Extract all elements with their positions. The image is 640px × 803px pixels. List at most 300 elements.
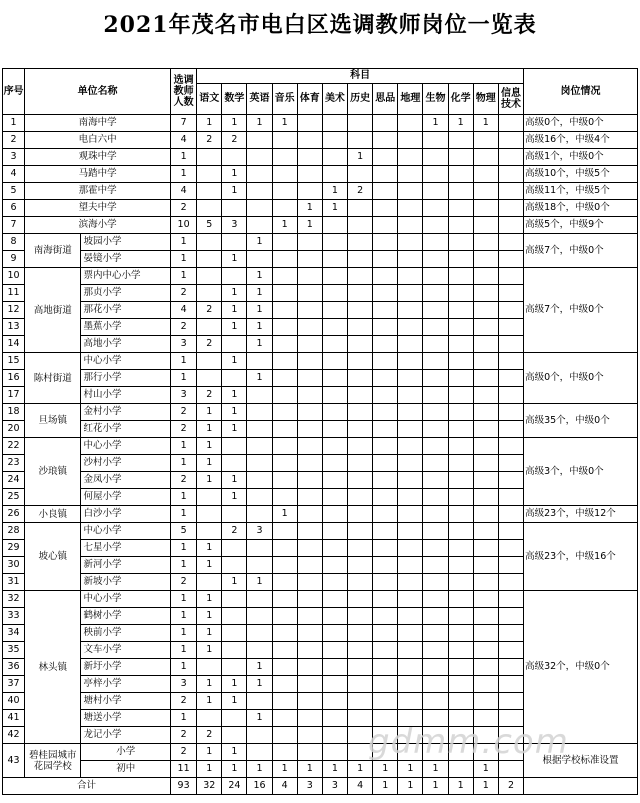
row-subject-value (348, 523, 373, 540)
row-subject-value (348, 455, 373, 472)
row-subject-value (448, 506, 473, 523)
row-subject-value (498, 574, 523, 591)
row-subject-value (297, 438, 322, 455)
row-subject-value (197, 489, 222, 506)
row-subject-value (272, 166, 297, 183)
table-row (3, 234, 638, 251)
row-subject-value (423, 693, 448, 710)
row-subject-value (448, 438, 473, 455)
row-subject-value (423, 268, 448, 285)
row-count: 1 (171, 234, 197, 251)
row-subject-value: 1 (398, 761, 423, 778)
table-body (3, 115, 638, 795)
row-subject-value (272, 523, 297, 540)
row-count: 7 (171, 115, 197, 132)
row-subject-value: 1 (247, 676, 272, 693)
row-count: 3 (171, 336, 197, 353)
row-subject-value (398, 183, 423, 200)
row-subject-value: 1 (222, 761, 247, 778)
row-subject-value (373, 727, 398, 744)
row-subject-value: 1 (197, 761, 222, 778)
row-subject-value: 1 (197, 455, 222, 472)
row-subject-value (448, 217, 473, 234)
row-seq: 4 (3, 166, 25, 183)
row-subject-value (272, 608, 297, 625)
row-subject-value (322, 540, 347, 557)
row-subject-value (297, 149, 322, 166)
header-subject: 物理 (473, 84, 498, 115)
row-subject-value (423, 183, 448, 200)
row-subject-value (373, 489, 398, 506)
row-subject-value: 1 (222, 693, 247, 710)
row-subject-value (423, 319, 448, 336)
row-subject-value (348, 489, 373, 506)
row-subject-value (448, 744, 473, 761)
row-subject-value: 2 (197, 132, 222, 149)
row-seq: 16 (3, 370, 25, 387)
row-subject-value (297, 744, 322, 761)
row-status: 高级23个，中级12个 (524, 506, 638, 523)
table-row (3, 183, 638, 200)
row-subject-value: 1 (197, 608, 222, 625)
row-subject-value: 2 (197, 727, 222, 744)
row-subject-value (222, 336, 247, 353)
header-subject: 英语 (247, 84, 272, 115)
row-subject-value (498, 438, 523, 455)
row-subject-value (272, 370, 297, 387)
row-subject-value (348, 217, 373, 234)
row-subject-value: 1 (247, 285, 272, 302)
row-subject-value (373, 472, 398, 489)
row-subject-value: 3 (222, 217, 247, 234)
row-group: 小良镇 (25, 506, 81, 523)
row-seq: 15 (3, 353, 25, 370)
row-subject-value: 1 (322, 183, 347, 200)
row-subject-value (322, 693, 347, 710)
row-subject-value (473, 455, 498, 472)
row-subject-value (222, 591, 247, 608)
row-subject-value (498, 727, 523, 744)
row-subject-value (473, 268, 498, 285)
row-subject-value (322, 438, 347, 455)
row-subject-value (297, 132, 322, 149)
row-subject-value (297, 472, 322, 489)
row-subject-value (473, 591, 498, 608)
row-subject-value (297, 302, 322, 319)
row-subject-value (348, 710, 373, 727)
row-subject-value (297, 625, 322, 642)
row-subject-value (247, 693, 272, 710)
row-seq: 36 (3, 659, 25, 676)
row-subject-value (297, 285, 322, 302)
row-subject-value (498, 506, 523, 523)
row-subject-value (222, 455, 247, 472)
row-subject-value (272, 387, 297, 404)
row-subject-value: 1 (197, 438, 222, 455)
row-subject-value (448, 421, 473, 438)
total-subject-value: 16 (247, 778, 272, 795)
row-subject-value (272, 676, 297, 693)
row-subject-value: 1 (222, 744, 247, 761)
row-seq: 20 (3, 421, 25, 438)
row-subject-value: 1 (322, 761, 347, 778)
row-subject-value (348, 404, 373, 421)
row-school: 龙记小学 (81, 727, 171, 744)
row-subject-value (272, 574, 297, 591)
row-seq: 32 (3, 591, 25, 608)
row-subject-value (197, 574, 222, 591)
row-subject-value (448, 625, 473, 642)
row-school: 墨蕉小学 (81, 319, 171, 336)
row-subject-value (272, 132, 297, 149)
row-subject-value (373, 285, 398, 302)
row-subject-value (348, 744, 373, 761)
row-subject-value (272, 404, 297, 421)
row-subject-value (247, 727, 272, 744)
row-subject-value (473, 744, 498, 761)
row-subject-value (448, 489, 473, 506)
row-school: 望夫中学 (25, 200, 171, 217)
row-subject-value (373, 693, 398, 710)
row-subject-value (247, 132, 272, 149)
row-subject-value (322, 336, 347, 353)
row-subject-value (398, 285, 423, 302)
row-status: 根据学校标准设置 (524, 744, 638, 778)
row-subject-value: 1 (247, 761, 272, 778)
row-group: 陈村街道 (25, 353, 81, 404)
row-seq: 42 (3, 727, 25, 744)
row-group: 林头镇 (25, 591, 81, 744)
row-subject-value: 1 (197, 115, 222, 132)
row-count: 1 (171, 166, 197, 183)
row-subject-value: 3 (247, 523, 272, 540)
row-status: 高级10个，中级5个 (524, 166, 638, 183)
row-school: 那花小学 (81, 302, 171, 319)
row-subject-value (498, 608, 523, 625)
row-subject-value (398, 200, 423, 217)
row-subject-value (272, 659, 297, 676)
row-school: 金村小学 (81, 404, 171, 421)
row-subject-value (473, 166, 498, 183)
row-subject-value (373, 115, 398, 132)
row-subject-value (373, 642, 398, 659)
row-subject-value (473, 183, 498, 200)
row-school: 七星小学 (81, 540, 171, 557)
row-subject-value: 1 (222, 404, 247, 421)
total-subject-value: 32 (197, 778, 222, 795)
row-subject-value (398, 438, 423, 455)
row-subject-value (297, 336, 322, 353)
row-subject-value (197, 234, 222, 251)
total-subject-value: 1 (473, 778, 498, 795)
row-subject-value (498, 387, 523, 404)
row-subject-value (297, 234, 322, 251)
row-subject-value (197, 268, 222, 285)
row-subject-value (322, 353, 347, 370)
row-subject-value (373, 353, 398, 370)
row-subject-value (398, 115, 423, 132)
row-subject-value (423, 200, 448, 217)
row-subject-value (448, 472, 473, 489)
row-subject-value (498, 744, 523, 761)
row-subject-value (247, 404, 272, 421)
row-subject-value (473, 319, 498, 336)
row-subject-value (498, 370, 523, 387)
row-subject-value (423, 421, 448, 438)
row-subject-value (473, 302, 498, 319)
header-subject: 体育 (297, 84, 322, 115)
row-subject-value (348, 472, 373, 489)
row-subject-value (448, 268, 473, 285)
row-school: 晏镜小学 (81, 251, 171, 268)
row-subject-value (498, 200, 523, 217)
row-subject-value (398, 625, 423, 642)
row-count: 1 (171, 591, 197, 608)
row-subject-value: 1 (197, 557, 222, 574)
row-school: 鹤树小学 (81, 608, 171, 625)
row-subject-value: 2 (222, 132, 247, 149)
row-subject-value (398, 370, 423, 387)
row-subject-value (423, 710, 448, 727)
row-subject-value (423, 489, 448, 506)
total-label: 合计 (3, 778, 171, 795)
table-row (3, 217, 638, 234)
row-subject-value (423, 132, 448, 149)
row-subject-value (197, 166, 222, 183)
row-seq: 29 (3, 540, 25, 557)
row-subject-value (348, 438, 373, 455)
row-count: 1 (171, 642, 197, 659)
row-subject-value (222, 625, 247, 642)
row-school: 新圩小学 (81, 659, 171, 676)
row-subject-value (322, 387, 347, 404)
row-seq: 6 (3, 200, 25, 217)
row-subject-value: 1 (247, 319, 272, 336)
row-subject-value (398, 557, 423, 574)
row-subject-value (423, 404, 448, 421)
row-subject-value (272, 421, 297, 438)
header-subject: 生物 (423, 84, 448, 115)
row-subject-value (197, 710, 222, 727)
row-status: 高级0个，中级0个 (524, 115, 638, 132)
row-subject-value: 1 (197, 625, 222, 642)
row-subject-value (473, 217, 498, 234)
table-row (3, 506, 638, 523)
row-school: 中心小学 (81, 438, 171, 455)
row-subject-value (322, 744, 347, 761)
row-subject-value (373, 625, 398, 642)
row-subject-value (197, 319, 222, 336)
row-subject-value (498, 217, 523, 234)
row-school: 票内中心小学 (81, 268, 171, 285)
row-subject-value (297, 404, 322, 421)
row-subject-value (348, 387, 373, 404)
row-subject-value (473, 234, 498, 251)
row-subject-value (498, 268, 523, 285)
row-subject-value (423, 217, 448, 234)
row-subject-value (373, 234, 398, 251)
row-school: 文车小学 (81, 642, 171, 659)
row-subject-value (448, 370, 473, 387)
row-subject-value (222, 438, 247, 455)
row-subject-value (272, 557, 297, 574)
row-subject-value (448, 693, 473, 710)
table-row (3, 404, 638, 421)
row-subject-value (348, 285, 373, 302)
row-subject-value (197, 370, 222, 387)
row-subject-value (373, 421, 398, 438)
row-subject-value (322, 115, 347, 132)
row-subject-value (473, 370, 498, 387)
row-subject-value (297, 710, 322, 727)
row-subject-value (498, 166, 523, 183)
row-subject-value (398, 693, 423, 710)
row-subject-value (197, 183, 222, 200)
row-subject-value (373, 319, 398, 336)
row-subject-value (498, 455, 523, 472)
row-school: 何屋小学 (81, 489, 171, 506)
row-subject-value (373, 710, 398, 727)
row-subject-value (373, 608, 398, 625)
row-subject-value (448, 710, 473, 727)
row-subject-value (448, 676, 473, 693)
row-subject-value (297, 319, 322, 336)
row-subject-value (348, 370, 373, 387)
row-subject-value: 1 (197, 693, 222, 710)
row-subject-value (297, 353, 322, 370)
row-subject-value (423, 642, 448, 659)
row-subject-value (398, 268, 423, 285)
row-subject-value: 1 (247, 710, 272, 727)
row-subject-value (348, 642, 373, 659)
row-count: 1 (171, 438, 197, 455)
row-subject-value (348, 625, 373, 642)
header-seq: 序号 (3, 69, 25, 115)
row-subject-value (272, 642, 297, 659)
row-school: 中心小学 (81, 523, 171, 540)
row-subject-value (247, 455, 272, 472)
header-subject: 语文 (197, 84, 222, 115)
row-subject-value: 1 (222, 489, 247, 506)
row-status: 高级0个，中级0个 (524, 353, 638, 404)
row-subject-value: 2 (348, 183, 373, 200)
row-subject-value: 1 (222, 302, 247, 319)
row-subject-value (448, 319, 473, 336)
row-subject-value: 1 (297, 761, 322, 778)
row-status: 高级3个，中级0个 (524, 438, 638, 506)
row-subject-value (322, 506, 347, 523)
row-subject-value (473, 557, 498, 574)
row-subject-value (373, 336, 398, 353)
row-subject-value (348, 727, 373, 744)
row-subject-value (398, 455, 423, 472)
row-subject-value (473, 540, 498, 557)
row-subject-value (348, 574, 373, 591)
row-subject-value: 1 (272, 761, 297, 778)
row-subject-value: 1 (247, 336, 272, 353)
row-school: 马踏中学 (25, 166, 171, 183)
row-school: 红花小学 (81, 421, 171, 438)
row-subject-value (448, 523, 473, 540)
row-subject-value (222, 608, 247, 625)
row-subject-value (498, 591, 523, 608)
row-subject-value (322, 234, 347, 251)
row-subject-value (322, 370, 347, 387)
row-group: 南海街道 (25, 234, 81, 268)
row-count: 1 (171, 540, 197, 557)
header-subject: 信息技术 (498, 84, 523, 115)
row-subject-value (322, 489, 347, 506)
row-subject-value (348, 251, 373, 268)
row-school: 金凤小学 (81, 472, 171, 489)
row-subject-value (247, 353, 272, 370)
row-status: 高级5个，中级9个 (524, 217, 638, 234)
header-subjects-group: 科目 (197, 69, 524, 84)
row-subject-value (373, 676, 398, 693)
row-seq: 5 (3, 183, 25, 200)
row-subject-value (297, 115, 322, 132)
row-subject-value (373, 591, 398, 608)
row-count: 1 (171, 353, 197, 370)
row-seq: 37 (3, 676, 25, 693)
row-subject-value: 1 (247, 302, 272, 319)
row-subject-value (473, 353, 498, 370)
row-seq: 17 (3, 387, 25, 404)
table-row (3, 166, 638, 183)
row-subject-value (272, 540, 297, 557)
row-school: 塘村小学 (81, 693, 171, 710)
row-subject-value (272, 251, 297, 268)
row-subject-value: 1 (197, 404, 222, 421)
row-subject-value (348, 268, 373, 285)
row-subject-value (322, 608, 347, 625)
row-subject-value (272, 149, 297, 166)
row-seq: 2 (3, 132, 25, 149)
row-subject-value (473, 608, 498, 625)
row-subject-value (197, 523, 222, 540)
row-subject-value (272, 319, 297, 336)
row-subject-value (398, 336, 423, 353)
row-subject-value (222, 370, 247, 387)
row-subject-value (197, 659, 222, 676)
row-subject-value (498, 251, 523, 268)
row-subject-value (423, 727, 448, 744)
row-count: 1 (171, 659, 197, 676)
row-subject-value (448, 285, 473, 302)
row-subject-value (473, 625, 498, 642)
total-subject-value: 1 (423, 778, 448, 795)
row-seq: 22 (3, 438, 25, 455)
row-status: 高级1个，中级0个 (524, 149, 638, 166)
row-subject-value (247, 625, 272, 642)
row-subject-value (498, 761, 523, 778)
row-subject-value (423, 676, 448, 693)
table-row (3, 132, 638, 149)
row-subject-value (272, 183, 297, 200)
row-school: 亭梓小学 (81, 676, 171, 693)
row-count: 2 (171, 404, 197, 421)
row-group: 沙琅镇 (25, 438, 81, 506)
row-seq: 14 (3, 336, 25, 353)
row-status: 高级23个，中级16个 (524, 523, 638, 591)
row-count: 2 (171, 574, 197, 591)
row-subject-value (448, 132, 473, 149)
row-subject-value (448, 761, 473, 778)
table-row (3, 523, 638, 540)
row-subject-value (423, 523, 448, 540)
row-subject-value (398, 591, 423, 608)
row-subject-value (222, 557, 247, 574)
